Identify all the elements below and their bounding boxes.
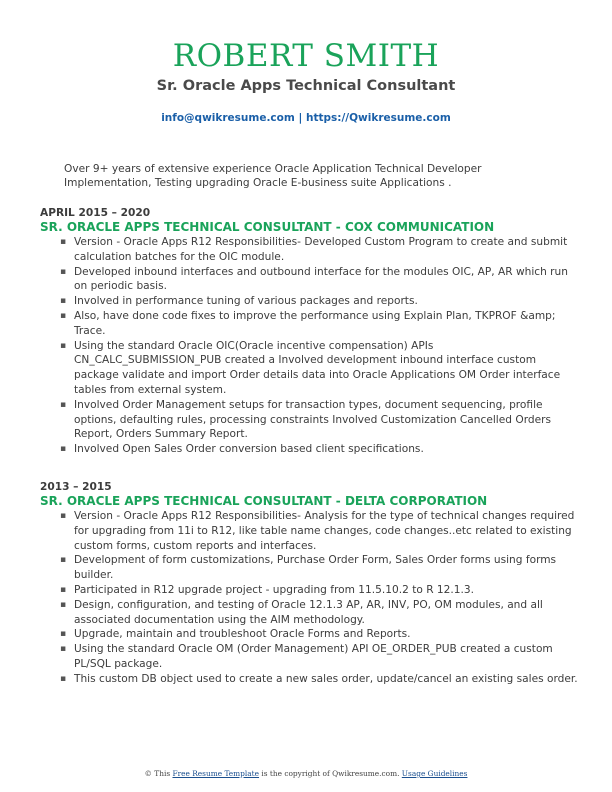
bullet-item bbox=[40, 509, 580, 553]
bullet-item bbox=[40, 265, 580, 295]
bullet-item bbox=[40, 235, 580, 265]
bullet-item bbox=[40, 398, 580, 442]
bullet-icon: ▪ bbox=[60, 310, 67, 321]
summary-text: Over 9+ years of extensive experience Oracle Application Technical Developer Implementation, Testing upgrading Oracle E-business suite Applications . bbox=[64, 163, 482, 189]
website-link[interactable]: https://Qwikresume.com bbox=[305, 112, 451, 124]
bullet-icon: ▪ bbox=[60, 629, 67, 640]
email-link[interactable]: info@qwikresume.com bbox=[161, 112, 295, 124]
bullet-icon: ▪ bbox=[60, 584, 67, 595]
bullet-item bbox=[40, 672, 580, 687]
job-entry-delta bbox=[40, 481, 580, 687]
usage-guidelines-link[interactable]: Usage Guidelines bbox=[401, 769, 468, 778]
candidate-title: Sr. Oracle Apps Technical Consultant bbox=[156, 78, 456, 94]
bullet-item bbox=[40, 583, 580, 598]
bullet-icon: ▪ bbox=[60, 237, 67, 247]
contact-line bbox=[0, 111, 612, 125]
job-role: SR. ORACLE APPS TECHNICAL CONSULTANT - DELTA CORPORATION bbox=[40, 494, 488, 508]
bullet-text: Using the standard Oracle OM (Order Management) API OE_ORDER_PUB created a custom PL/SQL package. bbox=[74, 643, 553, 670]
bullet-text: Involved Open Sales Order conversion based client specifications. bbox=[74, 443, 424, 456]
bullet-item bbox=[40, 553, 580, 583]
bullet-text: Development of form customizations, Purchase Order Form, Sales Order forms using forms builder. bbox=[74, 554, 557, 582]
bullet-icon: ▪ bbox=[60, 444, 67, 455]
bullet-item bbox=[40, 627, 580, 642]
bullet-text: This custom DB object used to create a new sales order, update/cancel an existing sales order. bbox=[74, 672, 578, 685]
bullet-text: Upgrade, maintain and troubleshoot Oracle Forms and Reports. bbox=[74, 628, 411, 641]
job-bullets bbox=[40, 235, 580, 457]
footer-prefix: © This bbox=[144, 769, 173, 778]
bullet-icon: ▪ bbox=[60, 399, 67, 410]
bullet-icon: ▪ bbox=[60, 340, 67, 351]
bullet-text: Using the standard Oracle OIC(Oracle incentive compensation) APIs CN_CALC_SUBMISSION_PUB created a Involved development inbound interface custom package validate and import Order details data into Oracle Applications OM Order interface tables from external system. bbox=[74, 339, 561, 396]
bullet-item bbox=[40, 309, 580, 339]
bullet-text: Developed inbound interfaces and outbound interface for the modules OIC, AP, AR which run on periodic basis. bbox=[74, 265, 568, 293]
job-role: SR. ORACLE APPS TECHNICAL CONSULTANT - COX COMMUNICATION bbox=[40, 220, 495, 234]
bullet-text: Version - Oracle Apps R12 Responsibilities- Developed Custom Program to create and submit calculation batches for the OIC module. bbox=[74, 236, 568, 263]
bullet-item bbox=[40, 598, 580, 628]
job-date: APRIL 2015 – 2020 bbox=[40, 207, 151, 219]
bullet-icon: ▪ bbox=[60, 555, 67, 566]
bullet-item bbox=[40, 294, 580, 309]
bullet-text: Involved Order Management setups for transaction types, document sequencing, profile options, defaulting rules, processing constraints Involved Customization Cancelled Orders Report, Orders Summary Report. bbox=[74, 398, 551, 441]
bullet-text: Participated in R12 upgrade project - upgrading from 11.5.10.2 to R 12.1.3. bbox=[74, 583, 474, 596]
job-entry-cox bbox=[40, 207, 580, 457]
bullet-text: Also, have done code fixes to improve the performance using Explain Plan, TKPROF &amp; Trace. bbox=[74, 309, 556, 337]
bullet-item bbox=[40, 442, 580, 457]
bullet-text: Involved in performance tuning of various packages and reports. bbox=[74, 295, 418, 308]
bullet-text: Design, configuration, and testing of Oracle 12.1.3 AP, AR, INV, PO, OM modules, and all associated documentation using the AIM methodology. bbox=[74, 598, 543, 626]
free-resume-template-link[interactable]: Free Resume Template bbox=[172, 769, 260, 778]
footer-copyright bbox=[0, 769, 612, 779]
bullet-icon: ▪ bbox=[60, 296, 67, 307]
bullet-icon: ▪ bbox=[60, 511, 67, 521]
bullet-icon: ▪ bbox=[60, 673, 67, 684]
bullet-item bbox=[40, 642, 580, 672]
bullet-icon: ▪ bbox=[60, 599, 67, 610]
job-date: 2013 – 2015 bbox=[40, 481, 112, 493]
bullet-icon: ▪ bbox=[60, 644, 67, 655]
bullet-item bbox=[40, 339, 580, 398]
job-bullets bbox=[40, 509, 580, 687]
contact-separator: | bbox=[298, 112, 303, 124]
bullet-text: Version - Oracle Apps R12 Responsibilities- Analysis for the type of technical changes required for upgrading from 11i to R12, like table name changes, code changes..etc related to existing custom forms, custom reports and interfaces. bbox=[74, 510, 575, 552]
candidate-name: ROBERT SMITH bbox=[172, 38, 440, 74]
footer-middle: is the copyright of Qwikresume.com. bbox=[259, 769, 402, 778]
bullet-icon: ▪ bbox=[60, 266, 67, 277]
